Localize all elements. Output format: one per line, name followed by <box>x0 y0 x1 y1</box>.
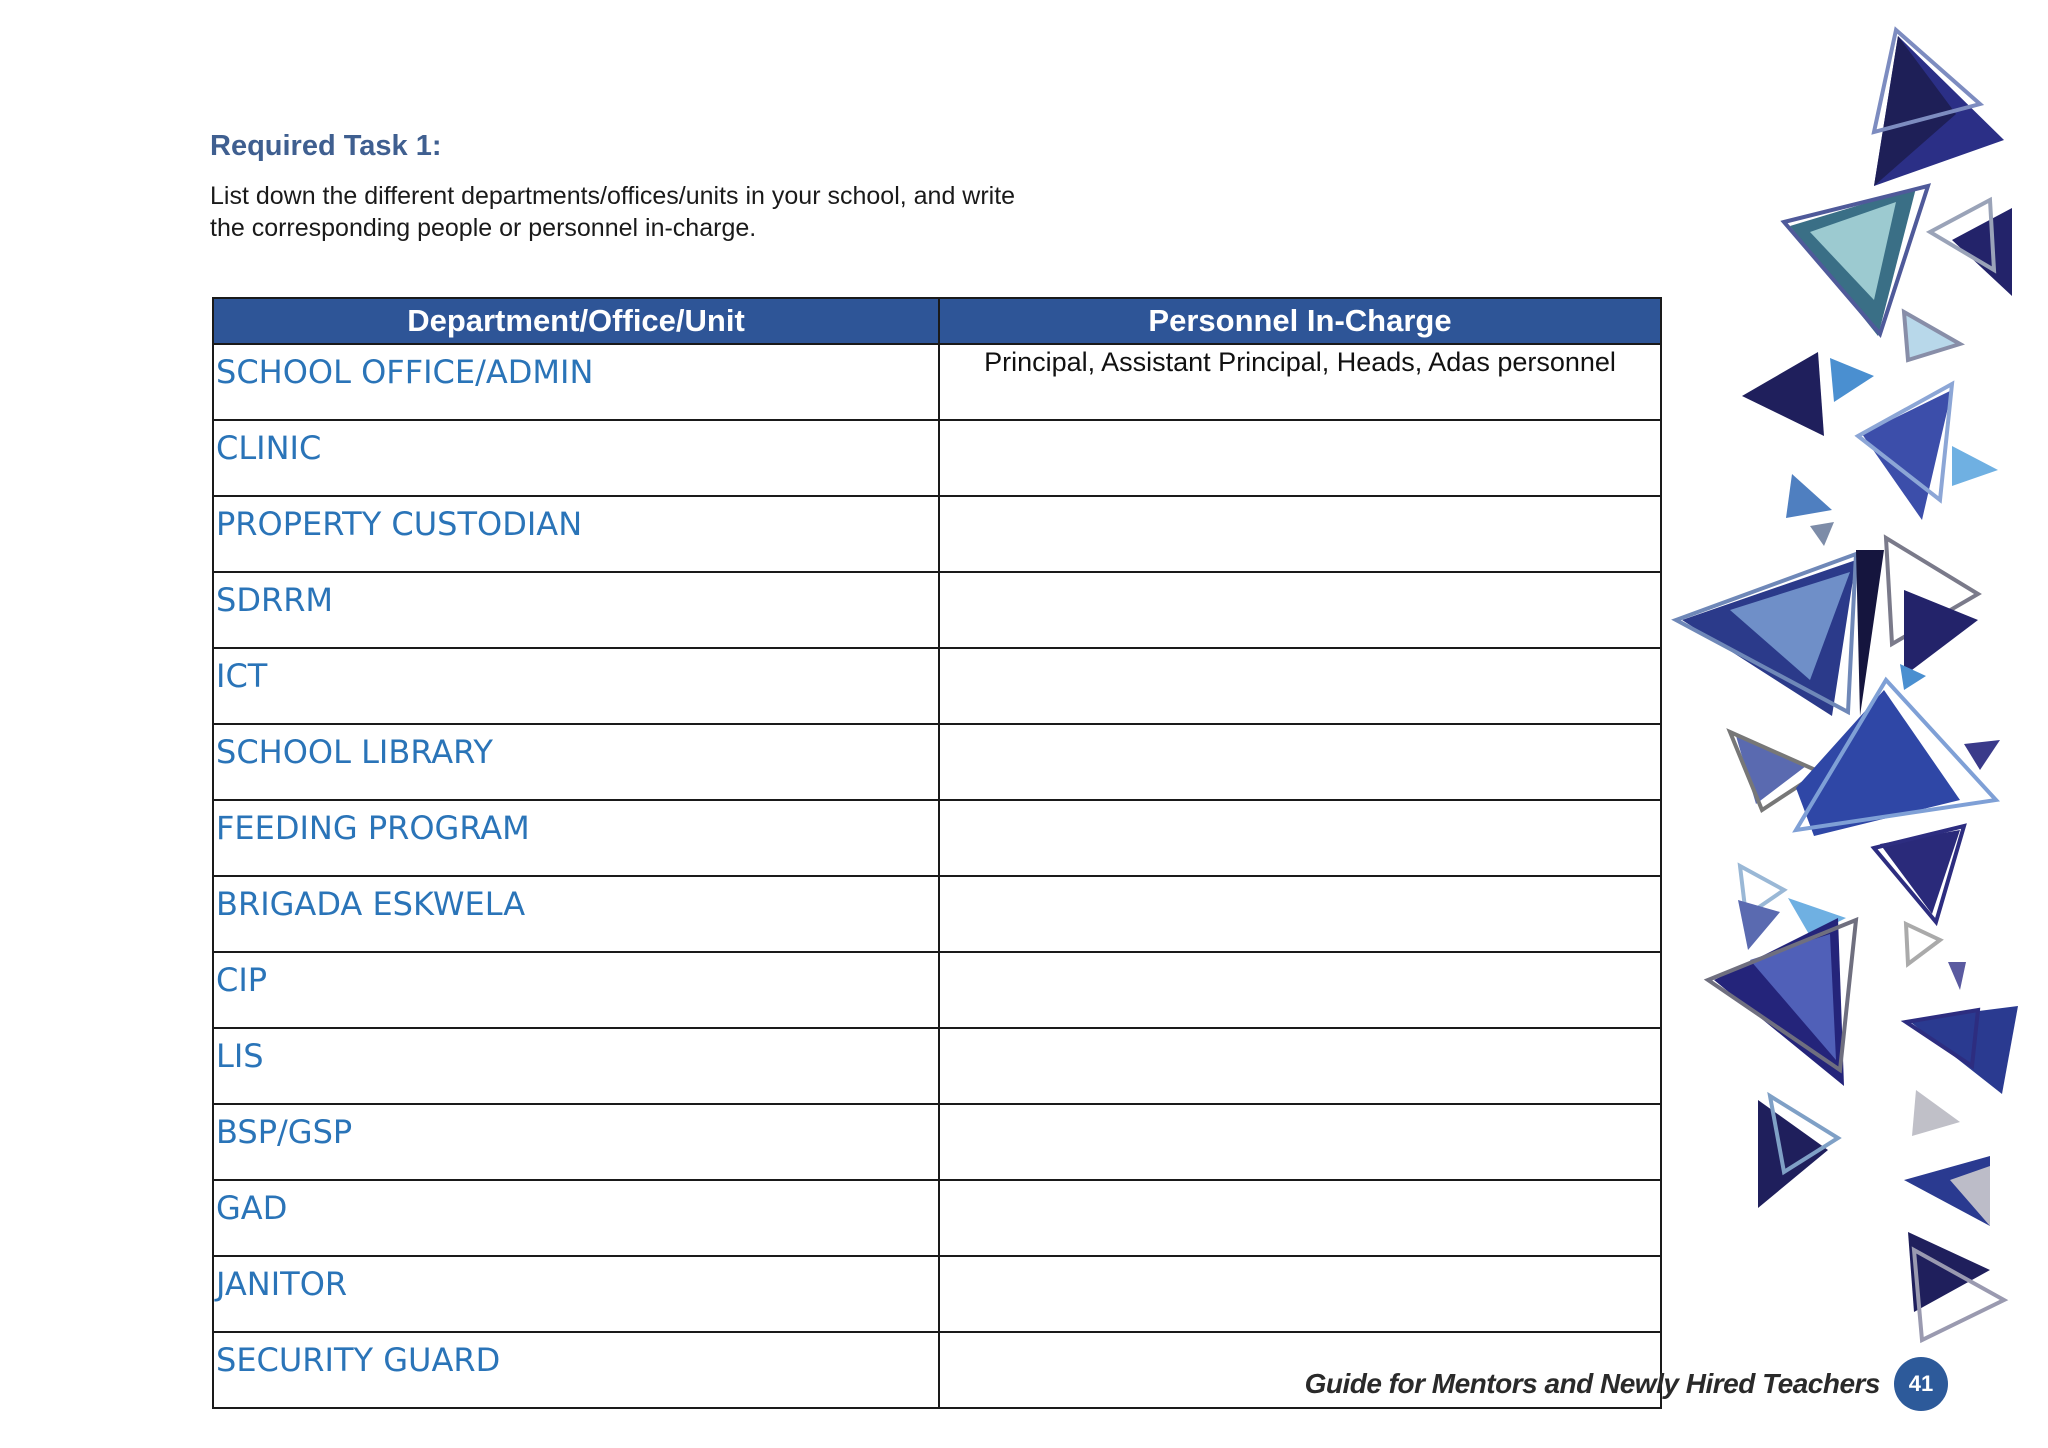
table-row <box>213 1180 1661 1256</box>
personnel-cell[interactable] <box>939 876 1661 952</box>
table-row <box>213 876 1661 952</box>
unit-cell: SDRRM <box>213 572 939 648</box>
table-row <box>213 572 1661 648</box>
task-description <box>210 180 1110 244</box>
personnel-cell[interactable] <box>939 1256 1661 1332</box>
table-header-row <box>213 298 1661 344</box>
unit-cell: FEEDING PROGRAM <box>213 800 939 876</box>
table-row <box>213 1256 1661 1332</box>
personnel-cell[interactable] <box>939 800 1661 876</box>
personnel-cell[interactable] <box>939 572 1661 648</box>
page-footer <box>1305 1357 1948 1411</box>
triangle-pattern-icon <box>1660 0 2048 1448</box>
personnel-cell[interactable]: Principal, Assistant Principal, Heads, Adas personnel <box>939 344 1661 420</box>
table-row <box>213 648 1661 724</box>
table-row <box>213 344 1661 420</box>
unit-cell: JANITOR <box>213 1256 939 1332</box>
personnel-cell[interactable] <box>939 420 1661 496</box>
table-row <box>213 952 1661 1028</box>
personnel-cell[interactable] <box>939 1180 1661 1256</box>
task-description-line-1: List down the different departments/offices/units in your school, and write <box>210 182 1016 210</box>
personnel-cell[interactable] <box>939 496 1661 572</box>
table-row <box>213 724 1661 800</box>
personnel-cell[interactable] <box>939 1104 1661 1180</box>
unit-cell: SCHOOL LIBRARY <box>213 724 939 800</box>
unit-cell: BSP/GSP <box>213 1104 939 1180</box>
personnel-cell[interactable] <box>939 648 1661 724</box>
task-description-line-2: the corresponding people or personnel in-charge. <box>210 214 757 242</box>
table-row <box>213 496 1661 572</box>
personnel-cell[interactable] <box>939 952 1661 1028</box>
unit-cell: LIS <box>213 1028 939 1104</box>
table-row <box>213 420 1661 496</box>
table-row <box>213 1028 1661 1104</box>
personnel-cell[interactable] <box>939 724 1661 800</box>
header-department: Department/Office/Unit <box>213 298 939 344</box>
table-row <box>213 800 1661 876</box>
table-row <box>213 1104 1661 1180</box>
personnel-cell[interactable] <box>939 1028 1661 1104</box>
page-number-badge: 41 <box>1894 1357 1948 1411</box>
task-title: Required Task 1: <box>210 130 442 162</box>
unit-cell: GAD <box>213 1180 939 1256</box>
unit-cell: BRIGADA ESKWELA <box>213 876 939 952</box>
unit-cell: CLINIC <box>213 420 939 496</box>
header-personnel: Personnel In-Charge <box>939 298 1661 344</box>
unit-cell: ICT <box>213 648 939 724</box>
unit-cell: PROPERTY CUSTODIAN <box>213 496 939 572</box>
guide-title: Guide for Mentors and Newly Hired Teachers <box>1304 1368 1880 1399</box>
unit-cell: SECURITY GUARD <box>213 1332 939 1408</box>
unit-cell: CIP <box>213 952 939 1028</box>
unit-cell: SCHOOL OFFICE/ADMIN <box>213 344 939 420</box>
departments-table <box>212 297 1662 1409</box>
